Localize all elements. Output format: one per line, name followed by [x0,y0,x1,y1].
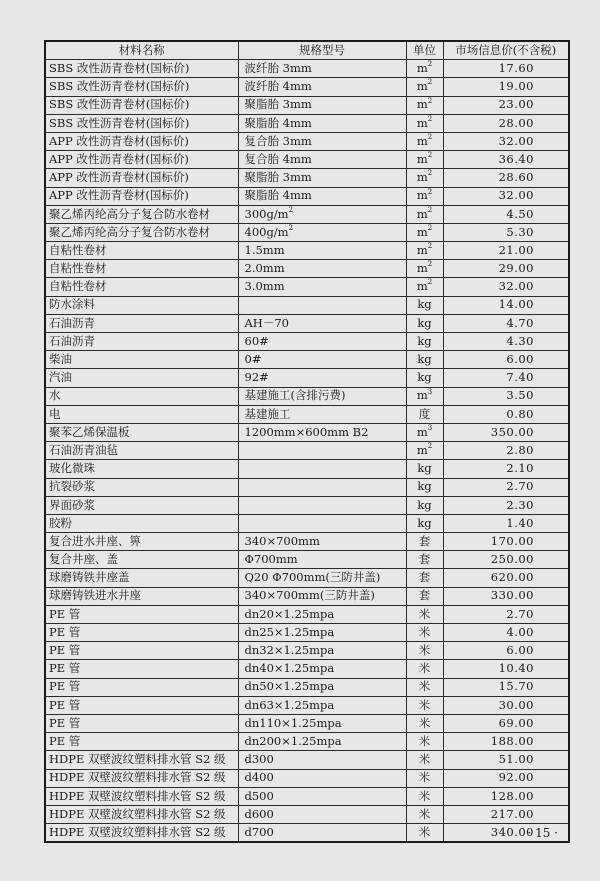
spec-cell: 0# [238,351,406,369]
header-material-name: 材料名称 [45,41,238,60]
material-name-cell: HDPE 双壁波纹塑料排水管 S2 级 [45,751,238,769]
spec-cell: d300 [238,751,406,769]
unit-cell: 米 [406,605,443,623]
spec-cell: 1.5mm [238,242,406,260]
unit-cell: $m^2$ [406,442,443,460]
unit-cell: kg [406,351,443,369]
unit-cell: 米 [406,787,443,805]
spec-cell [238,478,406,496]
table-row [45,333,569,351]
price-cell: 51.00 [443,751,569,769]
spec-cell [238,514,406,532]
table-row [45,187,569,205]
table-row [45,769,569,787]
material-name-cell: PE 管 [45,642,238,660]
table-row [45,624,569,642]
price-cell: 217.00 [443,805,569,823]
table-row [45,169,569,187]
price-cell: 4.00 [443,624,569,642]
material-name-cell: HDPE 双壁波纹塑料排水管 S2 级 [45,805,238,823]
unit-cell: kg [406,514,443,532]
spec-cell: AH－70 [238,314,406,332]
price-cell: 250.00 [443,551,569,569]
spec-cell: $300g/m^2$ [238,205,406,223]
table-row [45,278,569,296]
unit-cell: $m^2$ [406,60,443,78]
header-unit: 单位 [406,41,443,60]
material-name-cell: APP 改性沥青卷材(国标价) [45,132,238,150]
price-cell: 23.00 [443,96,569,114]
unit-cell: $m^2$ [406,132,443,150]
price-cell: 32.00 [443,278,569,296]
unit-cell: $m^2$ [406,96,443,114]
spec-cell: dn25×1.25mpa [238,624,406,642]
material-name-cell: 聚苯乙烯保温板 [45,423,238,441]
table-row [45,242,569,260]
price-cell: 17.60 [443,60,569,78]
unit-cell: kg [406,333,443,351]
unit-cell: kg [406,314,443,332]
material-name-cell: 水 [45,387,238,405]
table-body [45,60,569,843]
unit-cell: $m^2$ [406,151,443,169]
price-cell: 36.40 [443,151,569,169]
unit-cell: 米 [406,824,443,843]
price-cell: 1.40 [443,514,569,532]
price-cell: 32.00 [443,187,569,205]
spec-cell: 聚脂胎 4mm [238,187,406,205]
table-row [45,296,569,314]
spec-cell: Φ700mm [238,551,406,569]
price-cell: 620.00 [443,569,569,587]
spec-cell: 聚脂胎 3mm [238,169,406,187]
price-cell: 21.00 [443,242,569,260]
material-name-cell: 聚乙烯丙纶高分子复合防水卷材 [45,205,238,223]
spec-cell: 2.0mm [238,260,406,278]
table-row [45,405,569,423]
material-name-cell: 汽油 [45,369,238,387]
spec-cell: 340×700mm(三防井盖) [238,587,406,605]
spec-cell: 波纤胎 3mm [238,60,406,78]
spec-cell: 复合胎 4mm [238,151,406,169]
price-cell: 14.00 [443,296,569,314]
price-cell: 330.00 [443,587,569,605]
unit-cell: 米 [406,696,443,714]
material-name-cell: PE 管 [45,605,238,623]
unit-cell: 套 [406,551,443,569]
header-spec: 规格型号 [238,41,406,60]
material-name-cell: PE 管 [45,624,238,642]
spec-cell: 聚脂胎 3mm [238,96,406,114]
unit-cell: $m^2$ [406,78,443,96]
spec-cell: 复合胎 3mm [238,132,406,150]
header-price: 市场信息价(不含税) [443,41,569,60]
price-cell: 2.10 [443,460,569,478]
spec-cell: d600 [238,805,406,823]
spec-cell: 60# [238,333,406,351]
spec-cell: d700 [238,824,406,843]
price-cell: 2.30 [443,496,569,514]
table-row [45,478,569,496]
price-cell: 69.00 [443,714,569,732]
material-name-cell: 抗裂砂浆 [45,478,238,496]
spec-cell: 波纤胎 4mm [238,78,406,96]
spec-cell: 340×700mm [238,533,406,551]
unit-cell: kg [406,496,443,514]
spec-cell [238,442,406,460]
spec-cell: dn110×1.25mpa [238,714,406,732]
table-row [45,351,569,369]
spec-cell: dn63×1.25mpa [238,696,406,714]
unit-cell: 米 [406,642,443,660]
material-name-cell: APP 改性沥青卷材(国标价) [45,169,238,187]
material-name-cell: APP 改性沥青卷材(国标价) [45,151,238,169]
spec-cell: dn32×1.25mpa [238,642,406,660]
spec-cell: dn20×1.25mpa [238,605,406,623]
price-cell: 128.00 [443,787,569,805]
unit-cell: $m^2$ [406,187,443,205]
unit-cell: 套 [406,569,443,587]
price-cell: 2.70 [443,605,569,623]
spec-cell [238,296,406,314]
table-row [45,60,569,78]
table-row [45,642,569,660]
unit-cell: kg [406,460,443,478]
material-name-cell: PE 管 [45,733,238,751]
unit-cell: 度 [406,405,443,423]
material-name-cell: 复合进水井座、箅 [45,533,238,551]
material-name-cell: 石油沥青 [45,314,238,332]
unit-cell: kg [406,296,443,314]
table-row [45,442,569,460]
table-row [45,260,569,278]
price-cell: 6.00 [443,351,569,369]
table-row [45,696,569,714]
table-row [45,314,569,332]
table-row [45,678,569,696]
spec-cell [238,496,406,514]
price-cell: 2.70 [443,478,569,496]
unit-cell: $m^2$ [406,260,443,278]
table-row [45,605,569,623]
price-cell: 19.00 [443,78,569,96]
spec-cell: dn200×1.25mpa [238,733,406,751]
material-name-cell: 球磨铸铁进水井座 [45,587,238,605]
table-header [45,41,569,60]
material-name-cell: 防水涂料 [45,296,238,314]
spec-cell: $400g/m^2$ [238,223,406,241]
material-name-cell: 聚乙烯丙纶高分子复合防水卷材 [45,223,238,241]
material-name-cell: 电 [45,405,238,423]
material-name-cell: 胶粉 [45,514,238,532]
unit-cell: $m^2$ [406,169,443,187]
material-name-cell: 玻化微珠 [45,460,238,478]
table-row [45,460,569,478]
price-table [44,40,570,843]
material-name-cell: 复合井座、盖 [45,551,238,569]
unit-cell: 套 [406,533,443,551]
unit-cell: 米 [406,624,443,642]
unit-cell: 米 [406,660,443,678]
material-name-cell: 自粘性卷材 [45,278,238,296]
table-row [45,205,569,223]
unit-cell: 米 [406,805,443,823]
table-row [45,514,569,532]
price-cell: 2.80 [443,442,569,460]
unit-cell: 米 [406,714,443,732]
price-cell: 170.00 [443,533,569,551]
spec-cell: 基建施工 [238,405,406,423]
price-cell: 28.60 [443,169,569,187]
unit-cell: $m^2$ [406,205,443,223]
material-name-cell: 石油沥青油毡 [45,442,238,460]
unit-cell: $m^2$ [406,278,443,296]
material-name-cell: PE 管 [45,660,238,678]
spec-cell [238,460,406,478]
material-name-cell: SBS 改性沥青卷材(国标价) [45,60,238,78]
material-name-cell: 球磨铸铁井座盖 [45,569,238,587]
spec-cell: Q20 Φ700mm(三防井盖) [238,569,406,587]
material-name-cell: 柴油 [45,351,238,369]
price-cell: 10.40 [443,660,569,678]
price-cell: 188.00 [443,733,569,751]
price-cell: 0.80 [443,405,569,423]
table-row [45,423,569,441]
material-name-cell: SBS 改性沥青卷材(国标价) [45,96,238,114]
table-row [45,533,569,551]
table-row [45,805,569,823]
spec-cell: 92# [238,369,406,387]
table-row [45,369,569,387]
table-row [45,751,569,769]
material-name-cell: SBS 改性沥青卷材(国标价) [45,114,238,132]
spec-cell: dn40×1.25mpa [238,660,406,678]
spec-cell: 基建施工(含排污费) [238,387,406,405]
table-row [45,223,569,241]
price-cell: 340.00 [443,824,569,843]
price-cell: 4.30 [443,333,569,351]
unit-cell: $m^3$ [406,423,443,441]
spec-cell: d500 [238,787,406,805]
material-name-cell: HDPE 双壁波纹塑料排水管 S2 级 [45,769,238,787]
table-row [45,660,569,678]
table-row [45,151,569,169]
table-row [45,78,569,96]
material-name-cell: 自粘性卷材 [45,260,238,278]
table-row [45,787,569,805]
price-cell: 5.30 [443,223,569,241]
table-row [45,569,569,587]
unit-cell: $m^2$ [406,242,443,260]
price-cell: 4.70 [443,314,569,332]
material-name-cell: 自粘性卷材 [45,242,238,260]
price-cell: 32.00 [443,132,569,150]
spec-cell: 3.0mm [238,278,406,296]
material-name-cell: PE 管 [45,696,238,714]
material-name-cell: SBS 改性沥青卷材(国标价) [45,78,238,96]
price-cell: 4.50 [443,205,569,223]
material-name-cell: PE 管 [45,714,238,732]
table-row [45,387,569,405]
spec-cell: 1200mm×600mm B2 [238,423,406,441]
spec-cell: 聚脂胎 4mm [238,114,406,132]
unit-cell: $m^3$ [406,387,443,405]
unit-cell: 米 [406,678,443,696]
material-name-cell: 界面砂浆 [45,496,238,514]
price-cell: 350.00 [443,423,569,441]
price-cell: 7.40 [443,369,569,387]
unit-cell: 米 [406,733,443,751]
table-row [45,587,569,605]
material-name-cell: 石油沥青 [45,333,238,351]
unit-cell: $m^2$ [406,114,443,132]
material-name-cell: PE 管 [45,678,238,696]
table-row [45,714,569,732]
unit-cell: kg [406,369,443,387]
spec-cell: dn50×1.25mpa [238,678,406,696]
material-name-cell: APP 改性沥青卷材(国标价) [45,187,238,205]
table-row [45,496,569,514]
table-row [45,733,569,751]
price-cell: 29.00 [443,260,569,278]
table-row [45,824,569,843]
page-number: · 15 · [527,826,558,840]
table-row [45,96,569,114]
price-cell: 92.00 [443,769,569,787]
unit-cell: 套 [406,587,443,605]
unit-cell: kg [406,478,443,496]
spec-cell: d400 [238,769,406,787]
price-cell: 3.50 [443,387,569,405]
unit-cell: 米 [406,769,443,787]
price-cell: 28.00 [443,114,569,132]
header-row [45,41,569,60]
price-cell: 30.00 [443,696,569,714]
table-row [45,132,569,150]
material-name-cell: HDPE 双壁波纹塑料排水管 S2 级 [45,787,238,805]
unit-cell: 米 [406,751,443,769]
table-row [45,551,569,569]
unit-cell: $m^2$ [406,223,443,241]
price-cell: 6.00 [443,642,569,660]
price-cell: 15.70 [443,678,569,696]
material-name-cell: HDPE 双壁波纹塑料排水管 S2 级 [45,824,238,843]
table-row [45,114,569,132]
